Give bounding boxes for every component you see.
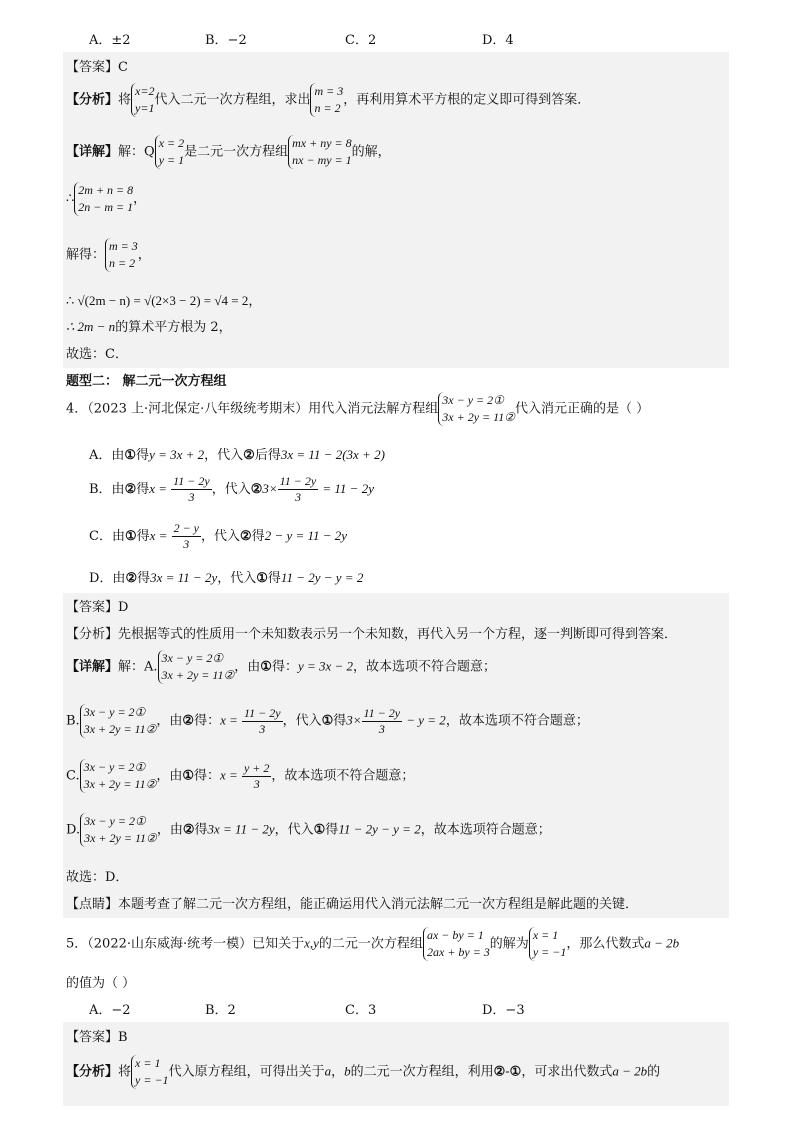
fraction: $\frac{11 - 2y}{3}$ [244, 705, 281, 736]
equation-system: 3x − y = 2① 3x + 2y = 11② [80, 813, 157, 847]
q3-answer: 【答案】C [66, 60, 128, 75]
equation-system: x=2 y=1 [131, 83, 154, 117]
equation-system: 3x − y = 2① 3x + 2y = 11② [80, 759, 157, 793]
q4-comment: 【点睛】本题考查了解二元一次方程组，能正确运用代入消元法解二元一次方程组是解此题的关键． [66, 897, 639, 912]
fraction: $\frac{11 - 2y}{3}$ [363, 705, 401, 736]
q3-option-d: D．4 [482, 33, 514, 48]
q5-analysis: 【分析】将 x = 1 y = −1 代入原方程组，可得出关于a，b的二元一次方程组，利用②-①，可求出代数式a − 2b的 [66, 1056, 661, 1087]
q5-option-a: A．−2 [89, 1003, 131, 1018]
q3-analysis: 【分析】将 x=2 y=1 代入二元一次方程组，求出 m = 3 n = 2 ，再利用算术平方根的定义即可得到答案． [66, 84, 591, 115]
q5-option-c: C．3 [345, 1003, 377, 1018]
q4-analysis: 【分析】先根据等式的性质用一个未知数表示另一个未知数，再代入另一个方程，逐一判断即可得到答案． [66, 627, 678, 642]
equation-system: 3x − y = 2① 3x + 2y = 11② [80, 704, 157, 738]
equation-system: 2m + n = 8 2n − m = 1 [74, 182, 133, 216]
q3-option-a: A．±2 [89, 33, 131, 48]
equation-system: 3x − y = 2① 3x + 2y = 11② [438, 392, 515, 426]
q3-system-step: ∴ 2m + n = 8 2n − m = 1 ， [66, 183, 147, 214]
q4-choose: 故选：D． [66, 870, 129, 885]
fraction: $\frac{11 - 2y}{3}$ [279, 474, 317, 504]
q4-stem: 4．（2023 上·河北保定·八年级统考期末）用代入消元法解方程组 3x − y = 2① 3x + 2y = 11② 代入消元正确的是（ ） [66, 393, 650, 424]
equation-system: x = 2 y = 1 [155, 135, 184, 169]
q5-stem-line2: 的值为（ ） [66, 976, 136, 991]
q4-detail-b: B. 3x − y = 2① 3x + 2y = 11② ，由②得：x = $\frac{11 - 2y}{3}$ ，代入①得3× $\frac{11 - 2y}{3}$ − y = 2，故本选项不符合题意； [66, 705, 589, 736]
q5-option-b: B．2 [205, 1003, 236, 1018]
equation-system: mx + ny = 8 nx − my = 1 [288, 135, 352, 169]
section-title: 题型二： 解二元一次方程组 [66, 374, 227, 389]
q4-option-d: D．由②得3x = 11 − 2y，代入①得11 − 2y − y = 2 [89, 570, 364, 586]
q5-answer: 【答案】B [66, 1030, 128, 1045]
detail-tag: 【详解】 [66, 144, 119, 160]
q3-option-b: B．−2 [205, 33, 247, 48]
q3-solve-step: 解得： m = 3 n = 2 ， [66, 239, 151, 270]
q4-option-b: B．由②得x = $\frac{11 - 2y}{3}$ ，代入②3× $\frac{11 - 2y}{3}$ = 11 − 2y [89, 474, 374, 504]
q4-option-a: A．由①得y = 3x + 2，代入②后得3x = 11 − 2(3x + 2) [89, 447, 385, 463]
equation-system: x = 1 y = −1 [529, 927, 567, 961]
equation-system: ax − by = 1 2ax + by = 3 [423, 927, 490, 961]
q4-option-c: C．由①得x = $\frac{2 - y}{3}$ ，代入②得2 − y = 11 − 2y [89, 521, 348, 551]
fraction: $\frac{2 - y}{3}$ [173, 521, 199, 551]
q4-answer: 【答案】D [66, 600, 129, 615]
q4-detail-d: D. 3x − y = 2① 3x + 2y = 11② ，由②得3x = 11 − 2y，代入①得11 − 2y − y = 2，故本选项符合题意； [66, 814, 551, 845]
q3-option-c: C．2 [345, 33, 377, 48]
fraction: $\frac{11 - 2y}{3}$ [173, 474, 210, 504]
q3-root-line: ∴ 2m − n的算术平方根为 2， [66, 319, 232, 335]
equation-system: 3x − y = 2① 3x + 2y = 11② [158, 650, 235, 684]
q4-detail-a: 【详解】解：A. 3x − y = 2① 3x + 2y = 11② ，由①得：y = 3x − 2，故本选项不符合题意； [66, 651, 497, 682]
q3-detail: 【详解】解：Q x = 2 y = 1 是二元一次方程组 mx + ny = 8 nx − my = 1 的解， [66, 136, 391, 167]
q5-option-d: D．−3 [482, 1003, 525, 1018]
q3-choose: 故选：C． [66, 347, 128, 362]
q4-detail-c: C. 3x − y = 2① 3x + 2y = 11② ，由①得：x = $\frac{y + 2}{3}$ ，故本选项不符合题意； [66, 760, 415, 791]
analysis-tag: 【分析】 [66, 92, 119, 108]
q3-sqrt-line: ∴ √(2m − n) = √(2×3 − 2) = √4 = 2， [66, 293, 262, 308]
equation-system: m = 3 n = 2 [310, 83, 343, 117]
equation-system: m = 3 n = 2 [105, 238, 138, 272]
fraction: $\frac{y + 2}{3}$ [243, 760, 270, 791]
equation-system: x = 1 y = −1 [131, 1055, 169, 1089]
q5-stem: 5．（2022·山东威海·统考一模）已知关于x,y的二元一次方程组 ax − by = 1 2ax + by = 3 的解为 x = 1 y = −1 ，那么代数式a − 2b [66, 928, 680, 959]
